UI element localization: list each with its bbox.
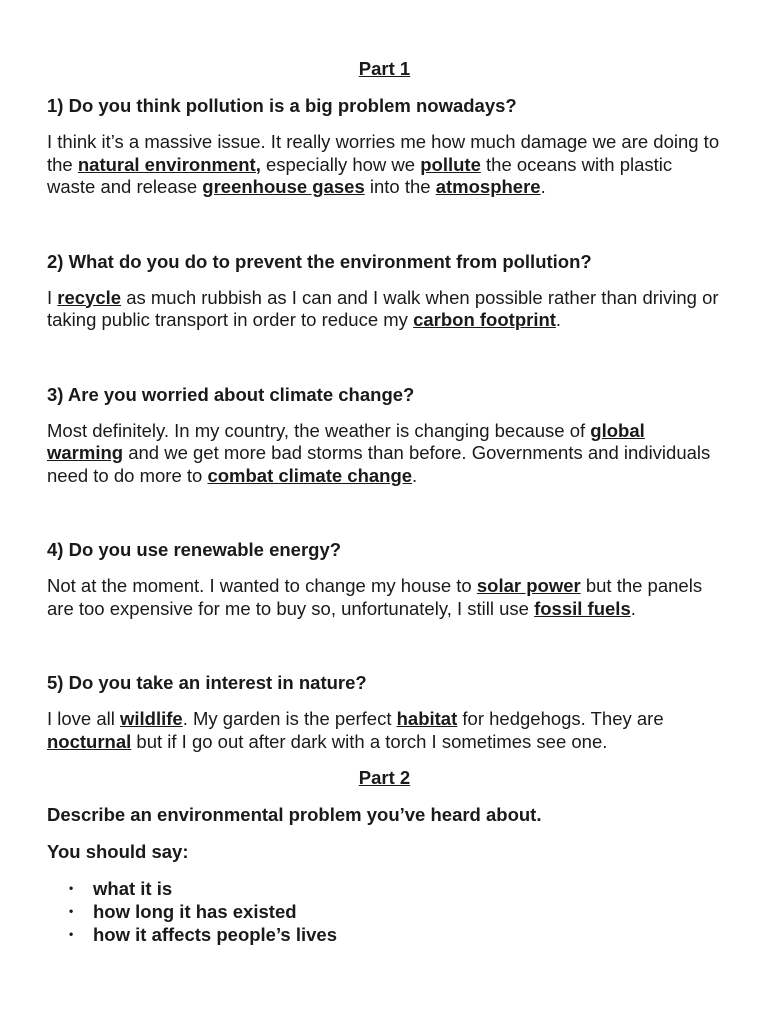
answer-5	[47, 708, 722, 753]
question-5: 5) Do you take an interest in nature?	[47, 672, 367, 693]
answer-4	[47, 575, 722, 620]
answer-text: for hedgehogs. They are	[457, 708, 664, 729]
vocab-term: greenhouse gases	[202, 176, 365, 197]
answer-1	[47, 131, 722, 199]
answer-text: Most definitely. In my country, the weather is changing because of	[47, 419, 591, 441]
answer-text: and we get more bad storms than before. Governments and individuals need to do more to	[47, 442, 711, 486]
answer-2	[47, 287, 722, 332]
document-page	[47, 57, 722, 946]
answer-text: .	[555, 309, 562, 330]
answer-text: especially how we	[260, 153, 421, 175]
answer-text: but the panels are too expensive for me to buy so, unfortunately, I still use	[47, 575, 703, 619]
vocab-term: solar power	[476, 575, 581, 596]
vocab-term: fossil fuels	[534, 597, 631, 619]
vocab-term: habitat	[396, 708, 458, 729]
answer-text: Not at the moment. I wanted to change my house to	[47, 575, 477, 596]
bullet-icon: •	[69, 881, 74, 895]
should-say-label: You should say:	[47, 841, 189, 862]
list-item	[47, 900, 722, 923]
list-item-text: how long it has existed	[93, 901, 297, 922]
list-item-text: how it affects people’s lives	[93, 924, 337, 945]
answer-text: I love all	[47, 708, 121, 729]
answer-text: .	[412, 464, 418, 486]
answer-text: the oceans with plastic waste and release	[47, 153, 673, 197]
question-3: 3) Are you worried about climate change?	[47, 383, 415, 405]
question-4: 4) Do you use renewable energy?	[47, 539, 342, 560]
list-item	[47, 923, 722, 946]
part-2-heading: Part 2	[358, 767, 411, 788]
list-item	[47, 877, 722, 900]
vocab-term: natural environment,	[77, 153, 261, 175]
answer-text: . My garden is the perfect	[182, 708, 397, 729]
bullet-icon: •	[69, 927, 74, 941]
answer-text: .	[540, 176, 546, 197]
answer-text: .	[630, 597, 636, 619]
vocab-term: nocturnal	[47, 730, 132, 752]
vocab-term: global warming	[47, 419, 645, 463]
question-2: 2) What do you do to prevent the environment from pollution?	[47, 250, 592, 272]
vocab-term: carbon footprint	[413, 309, 556, 330]
answer-text: I	[47, 286, 58, 308]
list-item-text: what it is	[93, 878, 173, 899]
answer-text: as much rubbish as I can and I walk when possible rather than driving or taking public transport in order to reduce my	[47, 286, 719, 330]
vocab-term: atmosphere	[435, 176, 541, 197]
answer-3	[47, 420, 722, 488]
vocab-term: wildlife	[120, 708, 183, 729]
vocab-term: recycle	[57, 286, 122, 308]
should-say-list	[47, 877, 722, 946]
answer-text: I think it’s a massive issue. It really worries me how much damage we are doing to the	[47, 131, 720, 175]
bullet-icon: •	[69, 904, 74, 918]
part-1-heading: Part 1	[358, 58, 411, 79]
vocab-term: pollute	[420, 153, 481, 175]
question-1: 1) Do you think pollution is a big problem nowadays?	[47, 95, 517, 116]
answer-text: into the	[364, 176, 436, 197]
answer-text: but if I go out after dark with a torch I sometimes see one.	[131, 730, 608, 752]
part-2-prompt: Describe an environmental problem you’ve heard about.	[47, 804, 542, 825]
vocab-term: combat climate change	[207, 464, 413, 486]
